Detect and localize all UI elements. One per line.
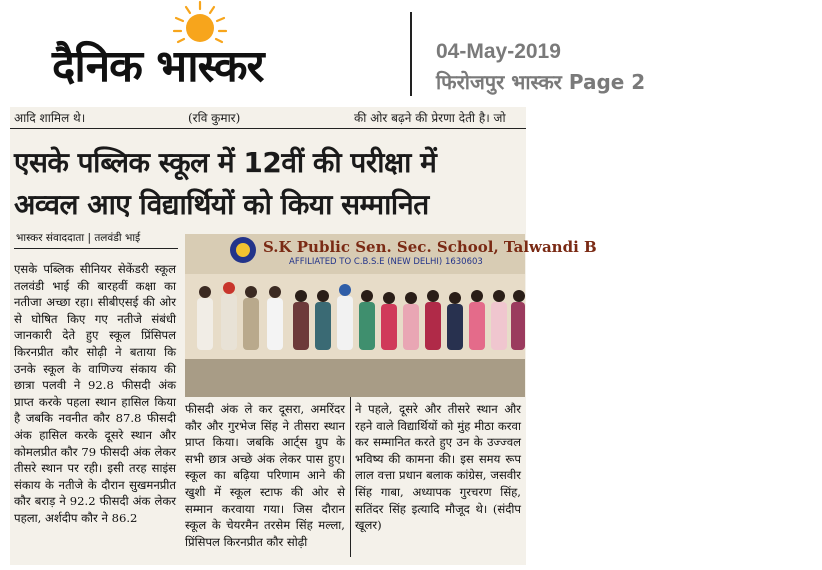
header-divider [410, 12, 412, 96]
sun-logo-icon [172, 0, 228, 46]
article-column-2: फीसदी अंक ले कर दूसरा, अमरिंदर कौर और गुरभेज सिंह ने तीसरा स्थान प्राप्त किया। जबकि आर्ट्स ग्रुप के सभी छात्र अच्छे अंक लेकर पास हुए। स्कूल का बढ़िया परिणाम आने की खुशी में स्कूल स्टाफ की ओर से सम्मान करवाया गया। जिस दौरान स्कूल के चेयरमैन तरसेम सिंह मल्ला, प्रिंसिपल किरनप्रीत कौर सोढ़ी [185, 402, 345, 549]
previous-article-credit: (रवि कुमार) [188, 111, 241, 125]
edition-page: फिरोजपुर भास्कर Page 2 [436, 70, 646, 94]
byline: भास्कर संवाददाता | तलवंडी भाई [16, 232, 141, 244]
news-clipping [10, 107, 597, 565]
article-column-3: ने पहले, दूसरे और तीसरे स्थान और रहने वाले विद्यार्थियों को मुंह मीठा करवा कर सम्मानित करते हुए उन के उज्ज्वल भविष्य की कामना की। इस समय रूप लाल वत्ता प्रधान बलाक कांग्रेस, जसवीर सिंह गाबा, अध्यापक गुरचरण सिंह, सतिंदर सिंह इत्यादि मौजूद थे। (संदीप खूलर) [355, 402, 521, 533]
previous-article-text: आदि शामिल थे। [14, 111, 86, 125]
article-column-1: एसके पब्लिक सीनियर सेकेंडरी स्कूल तलवंडी भाई की बारहवीं कक्षा का नतीजा अच्छा रहा। सीबीएसई की ओर से घोषित किए गए नतीजे संबंधी जानकारी देते हुए स्कूल प्रिंसिपल किरनप्रीत कौर सोढ़ी ने बताया कि उनके स्कूल के वाणिज्य संकाय की छात्रा पलवी ने 92.8 फीसदी अंक प्राप्त करके पहला स्थान हासिल किया है जबकि नवनीत कौर 87.8 फीसदी अंक हासिल करके दूसरे स्थान और कोमलप्रीत कौर 79 फीसदी अंक लेकर तीसरे स्थान पर रही। इसी तरह साइंस संकाय के नतीजे के दौरान सुखमनप्रीत कौर बराड़ ने 92.2 फीसदी अंक लेकर पहला, अर्शदीप कौर ने 86.2 [14, 262, 176, 525]
section-rule [10, 128, 526, 129]
photo-banner-text: S.K Public Sen. Sec. School, Talwandi B [263, 238, 597, 256]
edition-date: 04-May-2019 [436, 40, 561, 63]
previous-article-text: की ओर बढ़ने की प्रेरणा देती है। जो [354, 111, 506, 125]
photo-affiliation-text: AFFILIATED TO C.B.S.E (NEW DELHI) 1630603 [289, 257, 483, 267]
headline-line-1: एसके पब्लिक स्कूल में 12वीं की परीक्षा में [14, 146, 437, 179]
school-photo [185, 234, 597, 397]
byline-rule [14, 248, 178, 249]
column-rule [350, 397, 351, 557]
headline-line-2: अव्वल आए विद्यार्थियों को किया सम्मानित [14, 188, 429, 221]
newspaper-logo: दैनिक भास्कर [52, 41, 264, 92]
